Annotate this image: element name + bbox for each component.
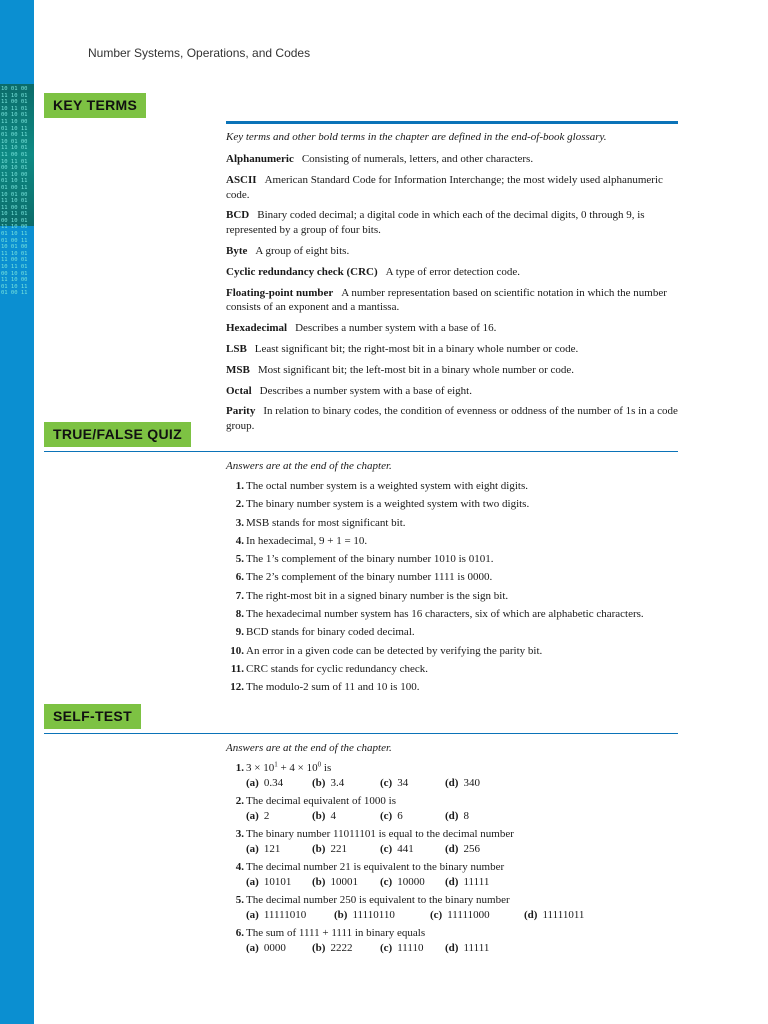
answer-choice — [246, 776, 283, 791]
answer-choice — [246, 908, 306, 923]
quiz-item — [226, 587, 680, 605]
glossary-definition: In relation to binary codes, the condition of evenness or oddness of the number of 1s in a code group. — [226, 405, 678, 433]
quiz-item-text: The hexadecimal number system has 16 characters, six of which are alphabetic characters. — [246, 608, 644, 621]
question-text-part: The decimal number 250 is equivalent to the binary number — [246, 894, 510, 906]
answer-choice — [380, 809, 403, 824]
choice-value: 340 — [463, 776, 480, 789]
self-test-item — [226, 794, 680, 823]
self-test-intro: Answers are at the end of the chapter. — [226, 742, 392, 754]
glossary-term: LSB — [226, 342, 247, 355]
choice-letter: (d) — [445, 941, 459, 954]
glossary-definition: Binary coded decimal; a digital code in which each of the decimal digits, 0 through 9, is represented by a group of four bits. — [226, 209, 645, 237]
choice-value: 11111 — [463, 941, 490, 954]
answer-choice — [380, 842, 414, 857]
quiz-item-number: 3. — [235, 516, 244, 529]
choice-value: 11111 — [463, 875, 490, 888]
quiz-intro: Answers are at the end of the chapter. — [226, 460, 392, 472]
glossary-entry — [226, 152, 680, 167]
choice-value: 11111011 — [542, 908, 585, 921]
quiz-item-number: 5. — [235, 553, 244, 566]
glossary-definition: A group of eight bits. — [255, 244, 350, 257]
choice-letter: (d) — [445, 809, 459, 822]
choice-letter: (c) — [380, 809, 393, 822]
choice-value: 11110110 — [352, 908, 395, 921]
quiz-item — [226, 623, 680, 641]
quiz-item-text: In hexadecimal, 9 + 1 = 10. — [246, 534, 368, 547]
self-test-item — [226, 860, 680, 889]
glossary-term: Octal — [226, 384, 252, 397]
answer-choice — [380, 941, 424, 956]
glossary-definition: Least significant bit; the right-most bit in a binary whole number or code. — [254, 342, 579, 355]
glossary-entry — [226, 321, 680, 336]
quiz-item-number: 9. — [235, 626, 244, 639]
answer-choices — [226, 809, 680, 824]
quiz-item — [226, 477, 680, 495]
glossary-term: MSB — [226, 363, 250, 376]
quiz-item-text: The binary number system is a weighted system with two digits. — [246, 498, 530, 511]
glossary-entry — [226, 404, 680, 434]
choice-letter: (b) — [312, 941, 326, 954]
glossary-entry — [226, 363, 680, 378]
answer-choice — [246, 875, 291, 890]
choice-letter: (d) — [445, 776, 459, 789]
quiz-item-text: The modulo-2 sum of 11 and 10 is 100. — [246, 681, 420, 694]
key-terms-list — [226, 152, 680, 440]
answer-choice — [312, 941, 352, 956]
choice-letter: (a) — [246, 776, 259, 789]
answer-choice — [312, 875, 358, 890]
choice-letter: (c) — [380, 941, 393, 954]
glossary-entry — [226, 384, 680, 399]
glossary-term: Byte — [226, 244, 248, 257]
choice-value: 0000 — [263, 941, 286, 954]
quiz-item — [226, 678, 680, 696]
quiz-item-text: The 1’s complement of the binary number 1010 is 0101. — [246, 553, 494, 566]
choice-value: 121 — [263, 842, 281, 855]
glossary-term: Parity — [226, 405, 256, 418]
quiz-item-number: 7. — [235, 589, 244, 602]
glossary-definition: Describes a number system with a base of eight. — [259, 384, 472, 397]
choice-letter: (b) — [312, 842, 326, 855]
question-text — [226, 827, 680, 842]
choice-value: 10000 — [397, 875, 425, 888]
quiz-item-text: An error in a given code can be detected by verifying the parity bit. — [246, 644, 543, 657]
choice-letter: (d) — [445, 875, 459, 888]
quiz-item-number: 4. — [235, 534, 244, 547]
running-head: Number Systems, Operations, and Codes — [88, 46, 311, 60]
quiz-item-number: 6. — [235, 571, 244, 584]
choice-letter: (b) — [334, 908, 348, 921]
answer-choices — [226, 875, 680, 890]
quiz-item-number: 8. — [235, 608, 244, 621]
choice-letter: (a) — [246, 809, 259, 822]
quiz-item-number: 12. — [230, 681, 244, 694]
true-false-quiz-heading: TRUE/FALSE QUIZ — [44, 422, 191, 447]
choice-value: 441 — [397, 842, 414, 855]
choice-value: 2222 — [330, 941, 353, 954]
quiz-item-number: 11. — [230, 662, 244, 675]
glossary-entry — [226, 173, 680, 203]
section-rule-quiz — [44, 451, 678, 452]
section-rule-self-test — [44, 733, 678, 734]
quiz-item — [226, 660, 680, 678]
choice-letter: (c) — [430, 908, 443, 921]
answer-choice — [380, 875, 425, 890]
question-number: 5. — [235, 894, 244, 906]
quiz-item — [226, 532, 680, 550]
glossary-entry — [226, 244, 680, 259]
answer-choice — [246, 809, 269, 824]
question-text-part: The sum of 1111 + 1111 in binary equals — [246, 927, 426, 939]
answer-choice — [524, 908, 584, 923]
quiz-item — [226, 642, 680, 660]
glossary-definition: Consisting of numerals, letters, and other characters. — [301, 153, 534, 165]
quiz-item-text: CRC stands for cyclic redundancy check. — [246, 662, 429, 675]
choice-value: 34 — [397, 776, 409, 789]
self-test-heading: SELF-TEST — [44, 704, 141, 729]
quiz-item-text: The 2’s complement of the binary number 1111 is 0000. — [246, 571, 493, 584]
answer-choice — [312, 809, 336, 824]
question-text — [226, 860, 680, 875]
choice-value: 0.34 — [263, 776, 284, 789]
answer-choice — [312, 776, 344, 791]
glossary-entry — [226, 286, 680, 316]
answer-choice — [445, 842, 480, 857]
answer-choice — [430, 908, 490, 923]
question-text — [226, 794, 680, 809]
choice-value: 10101 — [263, 875, 292, 888]
answer-choices — [226, 776, 680, 791]
question-text-part: is — [321, 762, 332, 774]
quiz-item — [226, 568, 680, 586]
question-text-part: 3 × 10 — [246, 762, 275, 774]
answer-choice — [246, 842, 280, 857]
choice-letter: (a) — [246, 941, 259, 954]
question-number: 6. — [235, 927, 244, 939]
choice-letter: (c) — [380, 842, 393, 855]
quiz-item — [226, 550, 680, 568]
self-test-item — [226, 926, 680, 955]
choice-value: 11110 — [397, 941, 424, 954]
key-terms-heading: KEY TERMS — [44, 93, 146, 118]
section-rule-key-terms — [226, 121, 678, 124]
choice-letter: (d) — [524, 908, 538, 921]
choice-value: 256 — [463, 842, 480, 855]
glossary-term: BCD — [226, 209, 250, 222]
choice-letter: (b) — [312, 875, 326, 888]
choice-value: 11111010 — [263, 908, 307, 921]
choice-value: 221 — [330, 842, 347, 855]
question-number: 3. — [235, 828, 244, 840]
glossary-definition: American Standard Code for Information Interchange; the most widely used alphanumeric code. — [226, 173, 663, 201]
answer-choice — [445, 776, 480, 791]
quiz-item-text: The octal number system is a weighted system with eight digits. — [246, 480, 528, 492]
answer-choice — [246, 941, 286, 956]
exponent: 0 — [317, 760, 322, 769]
self-test-list — [226, 761, 680, 959]
question-number: 1. — [235, 762, 244, 774]
answer-choice — [312, 842, 347, 857]
quiz-list — [226, 477, 680, 697]
choice-value: 10001 — [330, 875, 358, 888]
choice-letter: (a) — [246, 908, 259, 921]
self-test-item — [226, 761, 680, 790]
choice-value: 2 — [263, 809, 270, 822]
question-number: 4. — [235, 861, 244, 873]
glossary-definition: Most significant bit; the left-most bit in a binary whole number or code. — [257, 363, 575, 376]
glossary-entry — [226, 208, 680, 238]
glossary-definition: Describes a number system with a base of 16. — [295, 322, 497, 335]
choice-letter: (c) — [380, 875, 393, 888]
glossary-term: Floating-point number — [226, 286, 334, 299]
glossary-definition: A number representation based on scientific notation in which the number consists of an exponent and a mantissa. — [226, 286, 667, 314]
choice-value: 4 — [330, 809, 336, 822]
choice-letter: (d) — [445, 842, 459, 855]
answer-choice — [445, 941, 489, 956]
answer-choice — [380, 776, 408, 791]
quiz-item-text: MSB stands for most significant bit. — [246, 516, 406, 529]
question-text — [226, 893, 680, 908]
quiz-item — [226, 605, 680, 623]
choice-letter: (c) — [380, 776, 393, 789]
question-text — [226, 926, 680, 941]
choice-value: 3.4 — [330, 776, 345, 789]
binary-pattern-graphic: 10 01 00 11 10 01 11 00 01 10 11 01 00 10 01 11 10 00 01 10 11 01 00 11 10 01 00 11 10 01 11 00 01 10 11 01 00 10 01 11 10 00 01 10 11 01 00 11 10 01 00 11 10 01 11 00 01 10 11 01 00 10 01 11 10 00 01 10 11 01 00 11 10 01 00 11 10 01 11 00 01 10 11 01 00 10 01 11 10 00 01 10 11 01 00 11 — [0, 84, 34, 226]
choice-value: 6 — [397, 809, 403, 822]
choice-letter: (a) — [246, 842, 259, 855]
glossary-term: Cyclic redundancy check (CRC) — [226, 265, 378, 278]
answer-choice — [445, 875, 489, 890]
answer-choices — [226, 941, 680, 956]
exponent: 1 — [274, 760, 278, 769]
glossary-entry — [226, 265, 680, 280]
quiz-item-text: The right-most bit in a signed binary number is the sign bit. — [246, 589, 509, 602]
glossary-term: ASCII — [226, 173, 257, 186]
answer-choice — [334, 908, 395, 923]
answer-choices — [226, 908, 680, 923]
glossary-term: Alphanumeric — [226, 153, 294, 165]
quiz-item-number: 10. — [230, 644, 244, 657]
self-test-item — [226, 893, 680, 922]
question-text-part: The decimal number 21 is equivalent to the binary number — [246, 861, 505, 873]
quiz-item-number: 1. — [235, 480, 244, 492]
question-text-part: + 4 × 10 — [277, 762, 318, 774]
choice-letter: (b) — [312, 809, 326, 822]
quiz-item-text: BCD stands for binary coded decimal. — [246, 626, 415, 639]
quiz-item — [226, 495, 680, 513]
glossary-term: Hexadecimal — [226, 322, 288, 335]
question-text-part: The decimal equivalent of 1000 is — [246, 795, 396, 807]
choice-letter: (a) — [246, 875, 259, 888]
glossary-definition: A type of error detection code. — [385, 265, 521, 278]
glossary-entry — [226, 342, 680, 357]
answer-choice — [445, 809, 469, 824]
question-text-part: The binary number 11011101 is equal to the decimal number — [246, 828, 514, 840]
quiz-item — [226, 514, 680, 532]
choice-letter: (b) — [312, 776, 326, 789]
self-test-item — [226, 827, 680, 856]
choice-value: 11111000 — [447, 908, 490, 921]
choice-value: 8 — [463, 809, 469, 822]
quiz-item-number: 2. — [235, 498, 244, 511]
question-number: 2. — [235, 795, 244, 807]
answer-choices — [226, 842, 680, 857]
question-text — [226, 761, 680, 776]
key-terms-intro: Key terms and other bold terms in the chapter are defined in the end-of-book glossary. — [226, 131, 607, 143]
